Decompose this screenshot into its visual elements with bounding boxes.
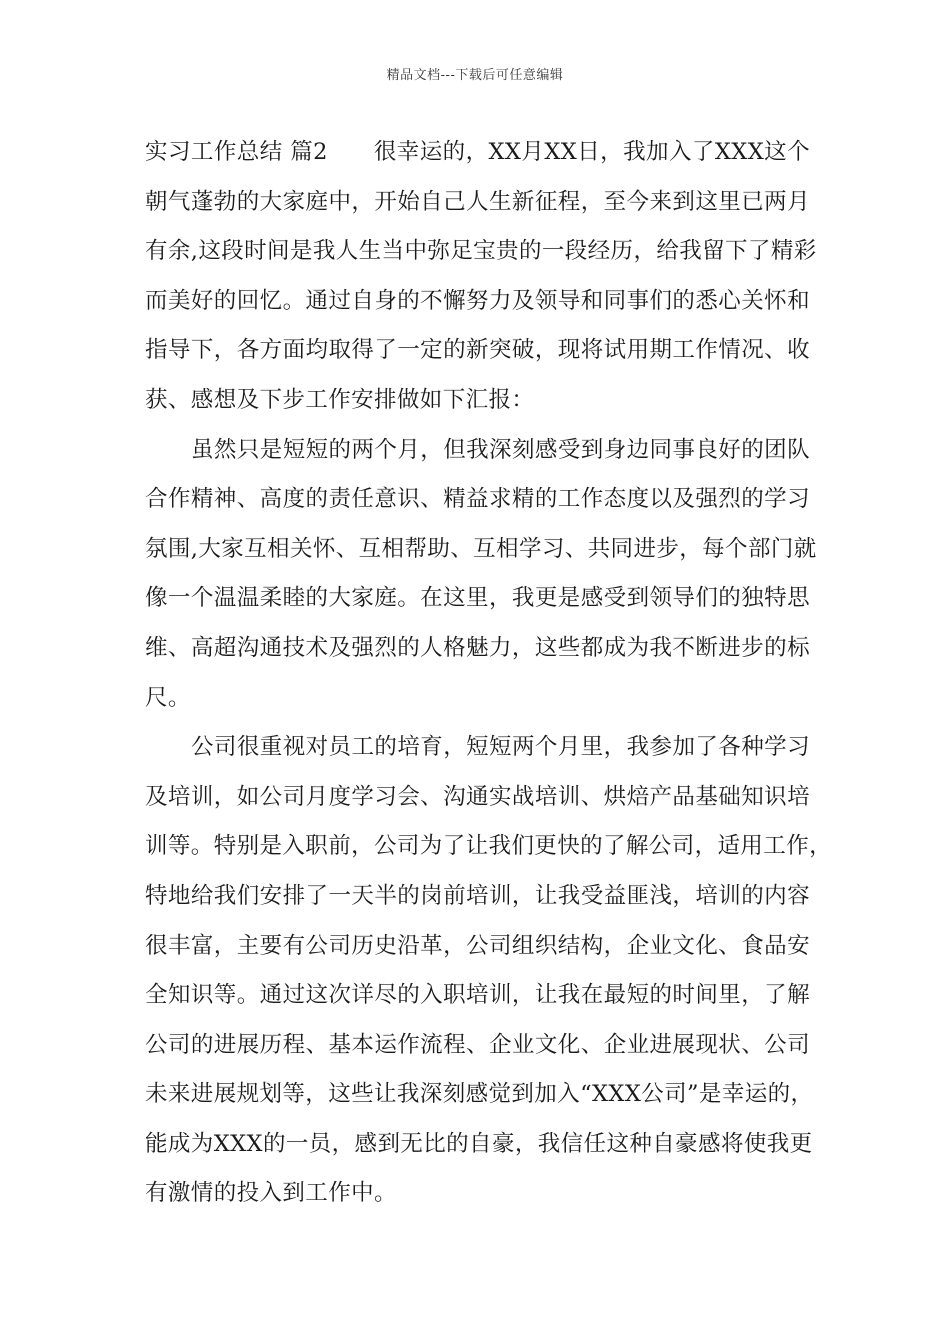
paragraph-1 xyxy=(145,128,817,426)
paragraph-3 xyxy=(145,723,833,1219)
paragraph-line: 朝气蓬勃的大家庭中，开始自己人生新征程，至今来到这里已两月 xyxy=(145,188,810,215)
paragraph-2 xyxy=(145,426,817,724)
paragraph-line: 有余,这段时间是我人生当中弥足宝贵的一段经历，给我留下了精彩 xyxy=(145,238,817,265)
paragraph-line: 维、高超沟通技术及强烈的人格魅力，这些都成为我不断进步的标 xyxy=(145,634,810,661)
paragraph-line: 未来进展规划等，这些让我深刻感觉到加入“XXX公司”是幸运的， xyxy=(145,1081,814,1108)
paragraph-line: 尺。 xyxy=(145,684,191,711)
paragraph-line: 公司的进展历程、基本运作流程、企业文化、企业进展现状、公司 xyxy=(145,1031,810,1058)
paragraph-line: 实习工作总结 篇2 很幸运的，XX月XX日，我加入了XXX这个 xyxy=(145,139,810,165)
paragraph-line: 训等。特别是入职前，公司为了让我们更快的了解公司，适用工作， xyxy=(145,833,833,860)
paragraph-line: 能成为XXX的一员，感到无比的自豪，我信任这种自豪感将使我更 xyxy=(145,1130,813,1157)
paragraph-line: 及培训，如公司月度学习会、沟通实战培训、烘焙产品基础知识培 xyxy=(145,783,810,810)
paragraph-line: 指导下，各方面均取得了一定的新突破，现将试用期工作情况、收 xyxy=(145,337,810,364)
paragraph-line: 特地给我们安排了一天半的岗前培训，让我受益匪浅，培训的内容 xyxy=(145,882,810,909)
paragraph-line: 很丰富，主要有公司历史沿革，公司组织结构，企业文化、食品安 xyxy=(145,932,810,959)
page-header: 精品文档---下载后可任意编辑 xyxy=(386,68,564,83)
paragraph-line: 有激情的投入到工作中。 xyxy=(145,1180,397,1207)
document-body xyxy=(145,128,833,1219)
paragraph-line: 而美好的回忆。通过自身的不懈努力及领导和同事们的悉心关怀和 xyxy=(145,287,810,314)
paragraph-line: 全知识等。通过这次详尽的入职培训，让我在最短的时间里，了解 xyxy=(145,982,810,1009)
paragraph-line: 合作精神、高度的责任意识、精益求精的工作态度以及强烈的学习 xyxy=(145,486,810,513)
paragraph-line: 氛围,大家互相关怀、互相帮助、互相学习、共同进步，每个部门就 xyxy=(145,535,817,562)
paragraph-line: 像一个温温柔睦的大家庭。在这里，我更是感受到领导们的独特思 xyxy=(145,585,810,612)
paragraph-line: 获、感想及下步工作安排做如下汇报： xyxy=(145,386,535,413)
paragraph-line: 公司很重视对员工的培育，短短两个月里，我参加了各种学习 xyxy=(191,734,810,761)
paragraph-line: 虽然只是短短的两个月，但我深刻感受到身边同事良好的团队 xyxy=(191,436,810,463)
